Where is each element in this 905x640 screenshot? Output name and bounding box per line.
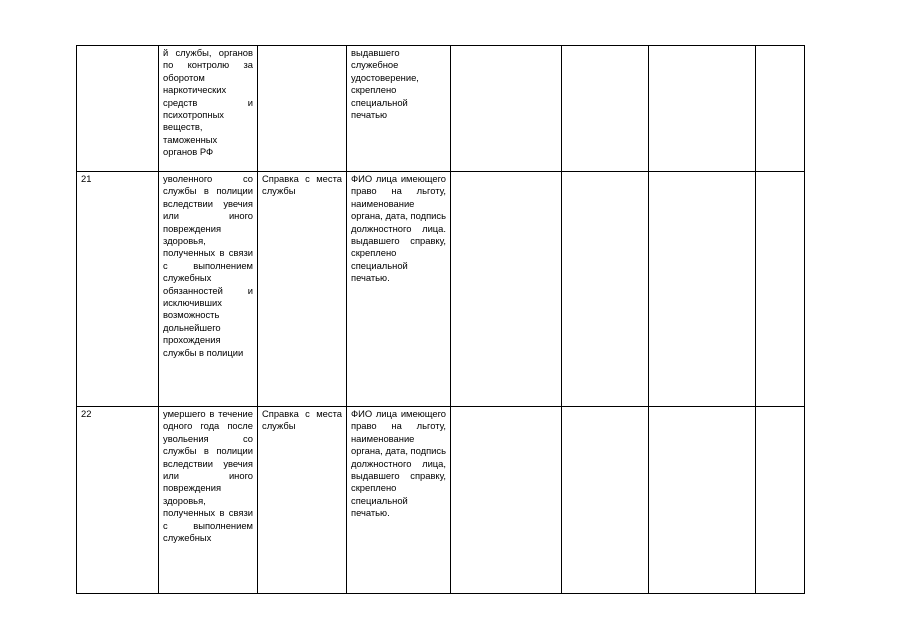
empty-cell — [451, 46, 562, 172]
category-cell: уволенного со службы в полиции вследствии увечия или иного повреждения здоровья, полученных в связи с выполнением служебных обязанностей и исключивших возможность дольнейшего прохождения службы в полиции — [159, 172, 258, 407]
table-row — [77, 407, 805, 594]
empty-cell — [649, 46, 756, 172]
empty-cell — [562, 172, 649, 407]
details-cell: ФИО лица имеющего право на льготу, наименование органа, дата, подпись должностного лица, выдавшего справку, скреплено специальной печатью. — [347, 407, 451, 594]
document-cell: Справка с места службы — [258, 172, 347, 407]
empty-cell — [649, 172, 756, 407]
benefits-table — [76, 45, 805, 594]
empty-cell — [451, 172, 562, 407]
table-row — [77, 172, 805, 407]
empty-cell — [756, 172, 805, 407]
category-cell: й службы, органов по контролю за оборотом наркотических средств и психотропных веществ, таможенных органов РФ — [159, 46, 258, 172]
empty-cell — [756, 407, 805, 594]
table-row — [77, 46, 805, 172]
category-cell: умершего в течение одного года после увольения со службы в полиции вследствии увечия или иного повреждения здоровья, полученных в связи с выполнением служебных — [159, 407, 258, 594]
details-cell: ФИО лица имеющего право на льготу, наименование органа, дата, подпись должностного лица. выдавшего справку, скреплено специальной печатью. — [347, 172, 451, 407]
row-number — [77, 46, 159, 172]
empty-cell — [756, 46, 805, 172]
empty-cell — [562, 46, 649, 172]
details-cell: выдавшего служебное удостоверение, скреплено специальной печатью — [347, 46, 451, 172]
empty-cell — [562, 407, 649, 594]
empty-cell — [649, 407, 756, 594]
document-cell — [258, 46, 347, 172]
row-number: 21 — [77, 172, 159, 407]
document-cell: Справка с места службы — [258, 407, 347, 594]
empty-cell — [451, 407, 562, 594]
row-number: 22 — [77, 407, 159, 594]
